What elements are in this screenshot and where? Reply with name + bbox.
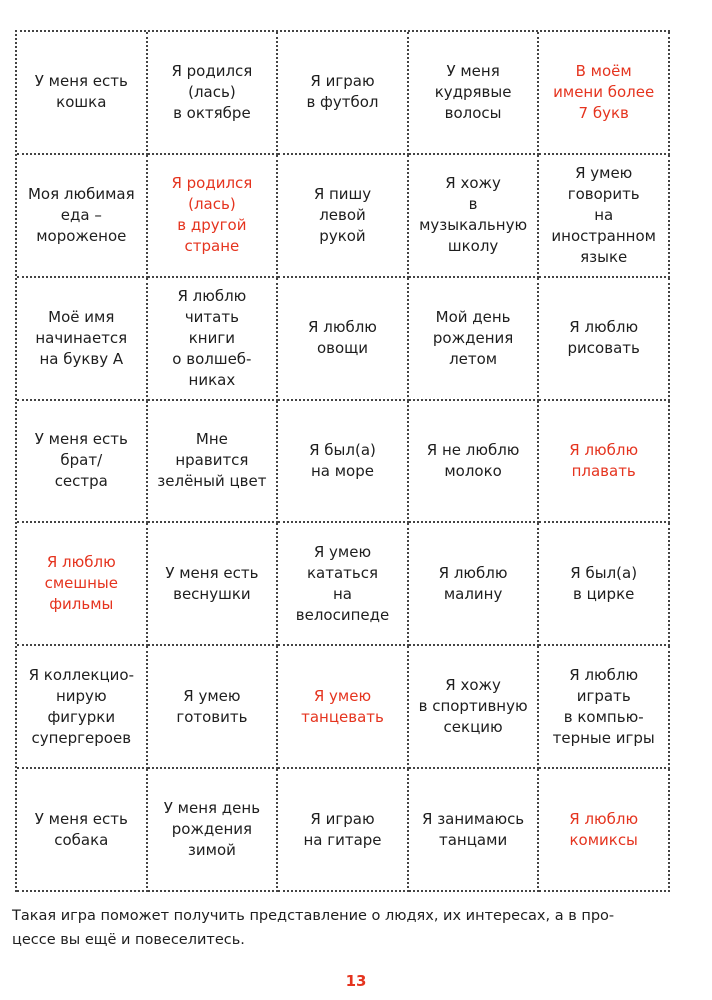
bingo-cell: Мне нравится зелёный цвет — [148, 401, 279, 524]
bingo-cell: У меня кудрявые волосы — [409, 32, 540, 155]
bingo-cell: Я люблю рисовать — [539, 278, 670, 401]
bingo-cell: У меня день рождения зимой — [148, 769, 279, 892]
bingo-cell: Я был(а) в цирке — [539, 523, 670, 646]
bingo-cell: У меня есть брат/ сестра — [17, 401, 148, 524]
bingo-cell: Я умею танцевать — [278, 646, 409, 769]
bingo-cell: В моём имени более 7 букв — [539, 32, 670, 155]
footer-paragraph: Такая игра поможет получить представление о людях, их интересах, а в про- цессе вы ещё и повеселитесь. — [12, 908, 615, 948]
bingo-cell: Я люблю играть в компью- терные игры — [539, 646, 670, 769]
bingo-cell: Я родился (лась) в октябре — [148, 32, 279, 155]
bingo-cell: Я занимаюсь танцами — [409, 769, 540, 892]
bingo-cell: Я пишу левой рукой — [278, 155, 409, 278]
bingo-cell: Я умею говорить на иностранном языке — [539, 155, 670, 278]
bingo-cell: Я хожу в спортивную секцию — [409, 646, 540, 769]
bingo-cell: У меня есть кошка — [17, 32, 148, 155]
bingo-cell: Я люблю малину — [409, 523, 540, 646]
bingo-cell: Моя любимая еда – мороженое — [17, 155, 148, 278]
bingo-cell: Я играю на гитаре — [278, 769, 409, 892]
bingo-cell: Я умею готовить — [148, 646, 279, 769]
bingo-cell: Я люблю плавать — [539, 401, 670, 524]
page-number: 13 — [345, 972, 367, 990]
bingo-cell: Я люблю овощи — [278, 278, 409, 401]
bingo-cell: У меня есть веснушки — [148, 523, 279, 646]
bingo-cell: Я умею кататься на велосипеде — [278, 523, 409, 646]
bingo-cell: Я не люблю молоко — [409, 401, 540, 524]
bingo-cell: Я коллекцио- нирую фигурки супергероев — [17, 646, 148, 769]
bingo-cell: Мой день рождения летом — [409, 278, 540, 401]
bingo-cell: Я люблю читать книги о волшеб- никах — [148, 278, 279, 401]
bingo-cell: Я люблю комиксы — [539, 769, 670, 892]
bingo-grid — [15, 30, 670, 892]
bingo-cell: Я хожу в музыкальную школу — [409, 155, 540, 278]
bingo-cell: Я люблю смешные фильмы — [17, 523, 148, 646]
bingo-cell: Моё имя начинается на букву А — [17, 278, 148, 401]
bingo-cell: Я родился (лась) в другой стране — [148, 155, 279, 278]
bingo-cell: Я играю в футбол — [278, 32, 409, 155]
bingo-cell: Я был(а) на море — [278, 401, 409, 524]
bingo-cell: У меня есть собака — [17, 769, 148, 892]
